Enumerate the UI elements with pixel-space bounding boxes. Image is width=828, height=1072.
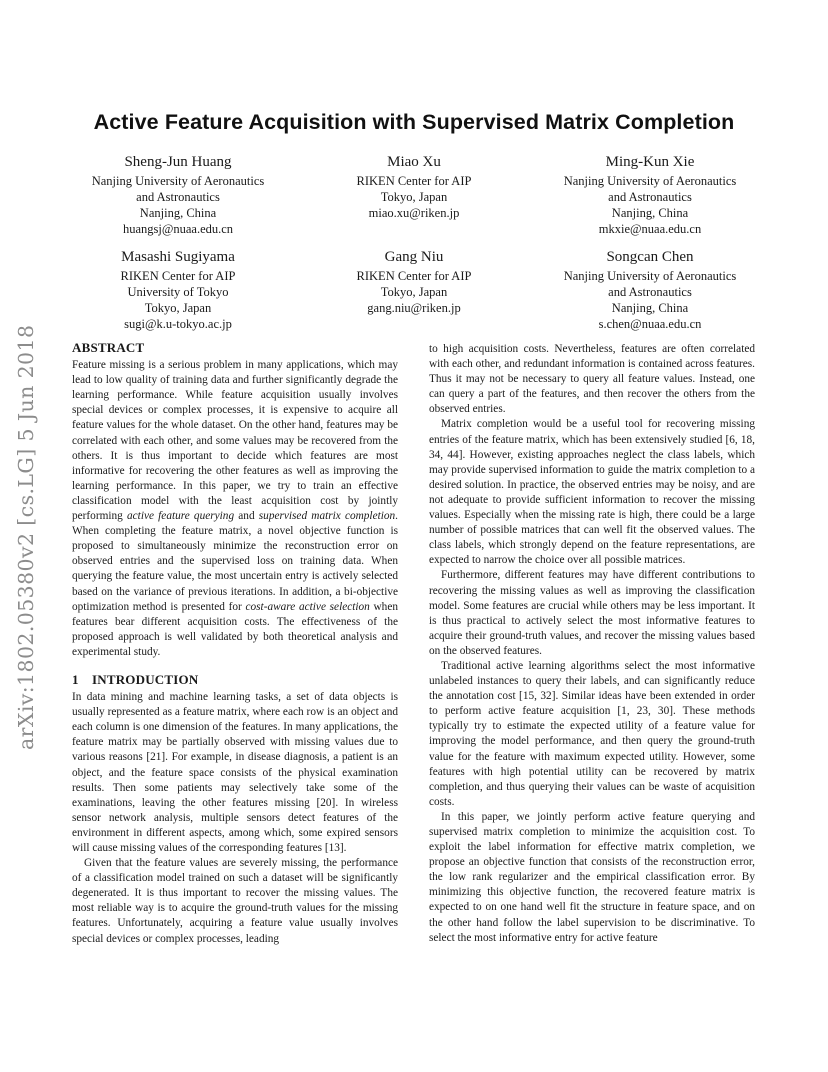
body-paragraph: Traditional active learning algorithms select the most informative unlabeled instances to query their labels, and can significantly reduce the annotation cost [15, 32]. Similar ideas have been extended in order to perform active feature acquisition [1, 23, 30]. These methods typically try to estimate the expected utility of a feature value for improving the model performance, and then query the ground-truth value for the feature with maximum expected utility. However, some features with high potential utility can be recovered by matrix completion, and thus querying their values can be waste of acquisition costs.: [429, 659, 755, 808]
section-title: INTRODUCTION: [92, 671, 199, 687]
emphasis-text: supervised matrix completion: [258, 510, 396, 523]
author-block-row-2: [60, 247, 768, 332]
paper-title: Active Feature Acquisition with Supervised Matrix Completion: [93, 110, 735, 134]
section-number: 1: [72, 671, 79, 687]
author-name: Miao Xu: [387, 154, 441, 170]
author-card: [60, 247, 296, 332]
author-email: mkxie@nuaa.edu.cn: [598, 222, 702, 236]
author-card: [532, 152, 768, 237]
author-name: Sheng-Jun Huang: [124, 154, 232, 170]
author-affiliation: RIKEN Center for AIP: [356, 269, 472, 283]
author-block-row-1: [60, 152, 768, 237]
body-paragraph: Given that the feature values are severely missing, the performance of a classification model trained on such a dataset will be significantly degenerated. It is thus important to recover the missing values. The most reliable way is to acquire the ground-truth values for the missing features. Unfortunately, acquiring a feature value usually involves special devices or complex processes, leading: [72, 857, 398, 945]
author-affiliation: Nanjing University of Aeronautics: [91, 174, 265, 188]
author-location: Tokyo, Japan: [380, 190, 448, 204]
left-column: [72, 340, 398, 947]
emphasis-text: cost-aware active selection: [245, 600, 370, 613]
arxiv-identifier-stamp: arXiv:1802.05380v2 [cs.LG] 5 Jun 2018: [14, 324, 38, 750]
author-card: [60, 152, 296, 237]
author-email: s.chen@nuaa.edu.cn: [598, 317, 702, 331]
author-location: Tokyo, Japan: [380, 285, 448, 299]
author-email: huangsj@nuaa.edu.cn: [122, 222, 234, 236]
emphasis-text: active feature querying: [127, 510, 235, 523]
right-column: [429, 342, 755, 946]
author-location: Nanjing, China: [611, 206, 689, 220]
author-affiliation: and Astronautics: [608, 190, 692, 204]
author-location: Tokyo, Japan: [144, 301, 212, 315]
author-name: Masashi Sugiyama: [121, 249, 235, 265]
author-name: Ming-Kun Xie: [605, 154, 695, 170]
introduction-heading: [72, 672, 398, 687]
author-name: Songcan Chen: [606, 249, 694, 265]
author-location: Nanjing, China: [611, 301, 689, 315]
author-card: [532, 247, 768, 332]
author-name: Gang Niu: [384, 249, 444, 265]
author-affiliation: and Astronautics: [136, 190, 220, 204]
author-affiliation: University of Tokyo: [127, 285, 229, 299]
body-paragraph: Matrix completion would be a useful tool for recovering missing entries of the feature matrix, which has been extensively studied [6, 18, 34, 44]. However, existing approaches neglect the class labels, which may provide supervised information to guide the matrix completion to a desired solution. In practice, the observed entries may be noisy, and are not adequate to provide sufficient information to recover the missing values. Especially when the missing rate is high, there could be a large number of possible matrices that can well fit the observed values. The class labels, which strongly depend on the feature representations, are expected to narrow the choice over all possible matrices.: [429, 418, 755, 567]
body-paragraph: Furthermore, different features may have different contributions to recovering the missing values as well as improving the classification model. Some features are crucial while others may be less important. It is thus practical to actively select the most informative features to acquire their ground-truth values, and recover the missing values based on the observed features.: [429, 569, 755, 657]
body-paragraph: to high acquisition costs. Nevertheless, features are often correlated with each other, and redundant information is contained across features. Thus it may not be necessary to query all feature values. Instead, one can query a part of the features, and then recover the others from the observed entries.: [429, 343, 755, 416]
body-paragraph: In data mining and machine learning tasks, a set of data objects is usually represented as a feature matrix, where each row is an object and each column is one dimension of the features. In many applications, the feature matrix may be partially observed with missing values due to various reasons [21]. For example, in disease diagnosis, a patient is an object, and the feature space consists of the physical examination results. Then some patients may selectively take some of the examinations, leaving the other features missing [20]. In wireless sensor network analysis, multiple sensors detect features of the environment in different aspects, among which, some expired sensors will cause missing values of the corresponding features [13].: [72, 691, 398, 854]
author-email: sugi@k.u-tokyo.ac.jp: [124, 317, 232, 331]
abstract-heading: ABSTRACT: [72, 340, 145, 355]
body-paragraph: In this paper, we jointly perform active feature querying and supervised matrix completion to minimize the acquisition cost. To exploit the label information for effective matrix completion, we propose an objective function that consists of the reconstruction error, the low rank regularizer and the empirical classification error. By minimizing this objective function, the recovered feature matrix is expected to on one hand well fit the structure in feature space, and on the other hand follow the label supervision to be discriminative. To select the most informative entry for active feature: [429, 810, 755, 944]
author-card: [296, 152, 532, 237]
author-email: gang.niu@riken.jp: [367, 301, 461, 315]
author-affiliation: and Astronautics: [608, 285, 692, 299]
author-location: Nanjing, China: [139, 206, 217, 220]
author-affiliation: Nanjing University of Aeronautics: [563, 269, 737, 283]
author-affiliation: RIKEN Center for AIP: [120, 269, 236, 283]
author-email: miao.xu@riken.jp: [368, 206, 460, 220]
author-affiliation: Nanjing University of Aeronautics: [563, 174, 737, 188]
author-affiliation: RIKEN Center for AIP: [356, 174, 472, 188]
abstract-paragraph: Feature missing is a serious problem in many applications, which may lead to low quality of training data and further significantly degrade the learning performance. While feature acquisition usually involves special devices or complex processes, it is expensive to acquire all feature values for the whole dataset. On the other hand, features may be correlated with each other, and some values may be recovered from the others. It is thus important to decide which features are most informative for recovering the other features as well as improving the learning performance. In this paper, we try to train an effective classification model with the least acquisition cost by jointly performing active feature querying and supervised matrix completion. When completing the feature matrix, a novel objective function is proposed to simultaneously minimize the reconstruction error on observed entries and the supervised loss on training data. When querying the feature value, the most uncertain entry is actively selected based on the variance of previous iterations. In addition, a bi-objective optimization method is presented for cost-aware active selection when features bear different acquisition costs. The effectiveness of the proposed approach is well validated by both theoretical analysis and experimental study.: [72, 359, 398, 658]
author-card: [296, 247, 532, 332]
